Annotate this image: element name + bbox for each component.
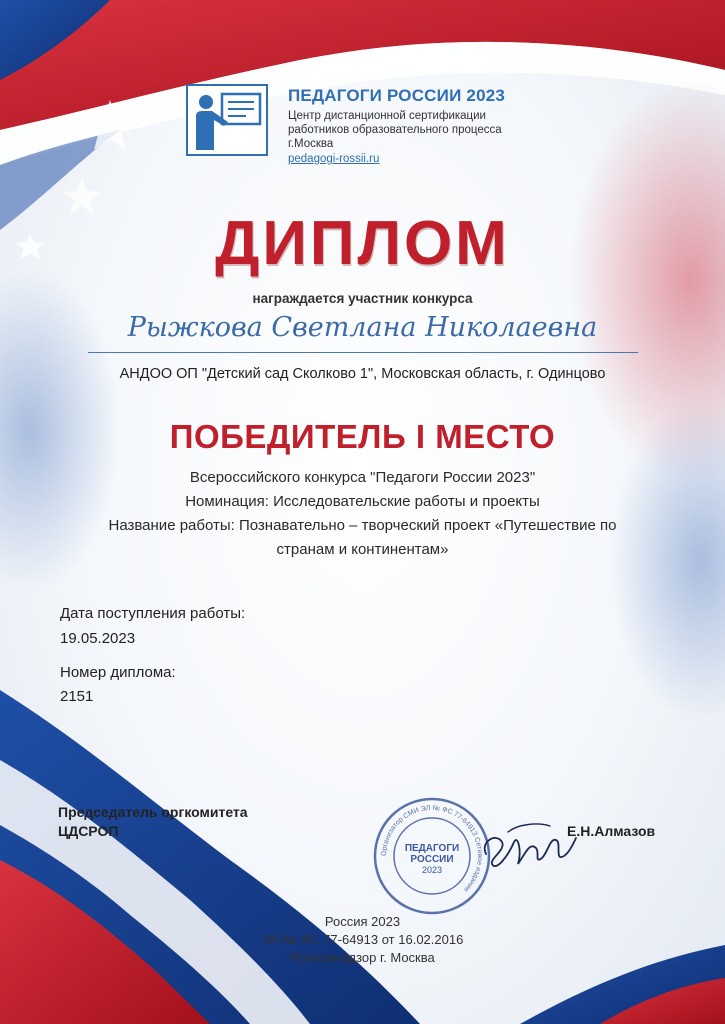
- footer-line-3: Роскомнадзор г. Москва: [290, 950, 435, 965]
- official-stamp: [372, 796, 492, 916]
- organization-city: г.Москва: [288, 138, 334, 150]
- date-value: 19.05.2023: [60, 630, 136, 647]
- diploma-heading: ДИПЛОМ: [215, 209, 510, 278]
- chair-title: [58, 803, 248, 841]
- organization-title: ПЕДАГОГИ РОССИИ 2023: [288, 86, 506, 105]
- stamp-center-line-2: РОССИИ: [410, 854, 454, 865]
- stamp-ring-text: Организатор СМИ ЭЛ № ФС 77-64913 Сетевое издание: [380, 804, 484, 894]
- work-title-line-1: Название работы: Познавательно – творческий проект «Путешествие по: [108, 517, 617, 534]
- award-details: [60, 466, 665, 562]
- diploma-number-label: Номер диплома:: [60, 664, 176, 681]
- institution: АНДОО ОП "Детский сад Сколково 1", Московская область, г. Одинцово: [119, 366, 606, 382]
- chair-title-line-1: Председатель оргкомитета: [58, 804, 248, 820]
- stamp-center-line-1: ПЕДАГОГИ: [404, 843, 460, 854]
- nomination: Номинация: Исследовательские работы и проекты: [185, 493, 540, 510]
- handwritten-signature: [478, 812, 578, 882]
- footer-line-2: ЭЛ № ФС 77-64913 от 16.02.2016: [261, 932, 464, 947]
- diploma-number-value: 2151: [60, 688, 94, 705]
- organization-website-link[interactable]: pedagogi-rossii.ru: [288, 153, 380, 165]
- awarded-text: награждается участник конкурса: [252, 291, 473, 306]
- name-underline: [88, 352, 638, 353]
- work-title-line-2: странам и континентам»: [276, 541, 449, 558]
- contest-name: Всероссийского конкурса "Педагоги России 2023": [189, 469, 536, 486]
- footer-line-1: Россия 2023: [324, 914, 401, 929]
- organization-line-1: Центр дистанционной сертификации: [288, 110, 486, 122]
- footer: [0, 913, 725, 967]
- recipient-name: Рыжкова Светлана Николаевна: [127, 312, 598, 343]
- stamp-center-line-3: 2023: [421, 865, 443, 875]
- organization-line-2: работников образовательного процесса: [288, 124, 502, 136]
- signer-name: Е.Н.Алмазов: [567, 823, 656, 839]
- date-label: Дата поступления работы:: [60, 605, 246, 622]
- result-heading: ПОБЕДИТЕЛЬ I МЕСТО: [169, 418, 556, 455]
- teacher-board-icon: [186, 84, 268, 156]
- chair-title-line-2: ЦДСРОП: [58, 823, 119, 839]
